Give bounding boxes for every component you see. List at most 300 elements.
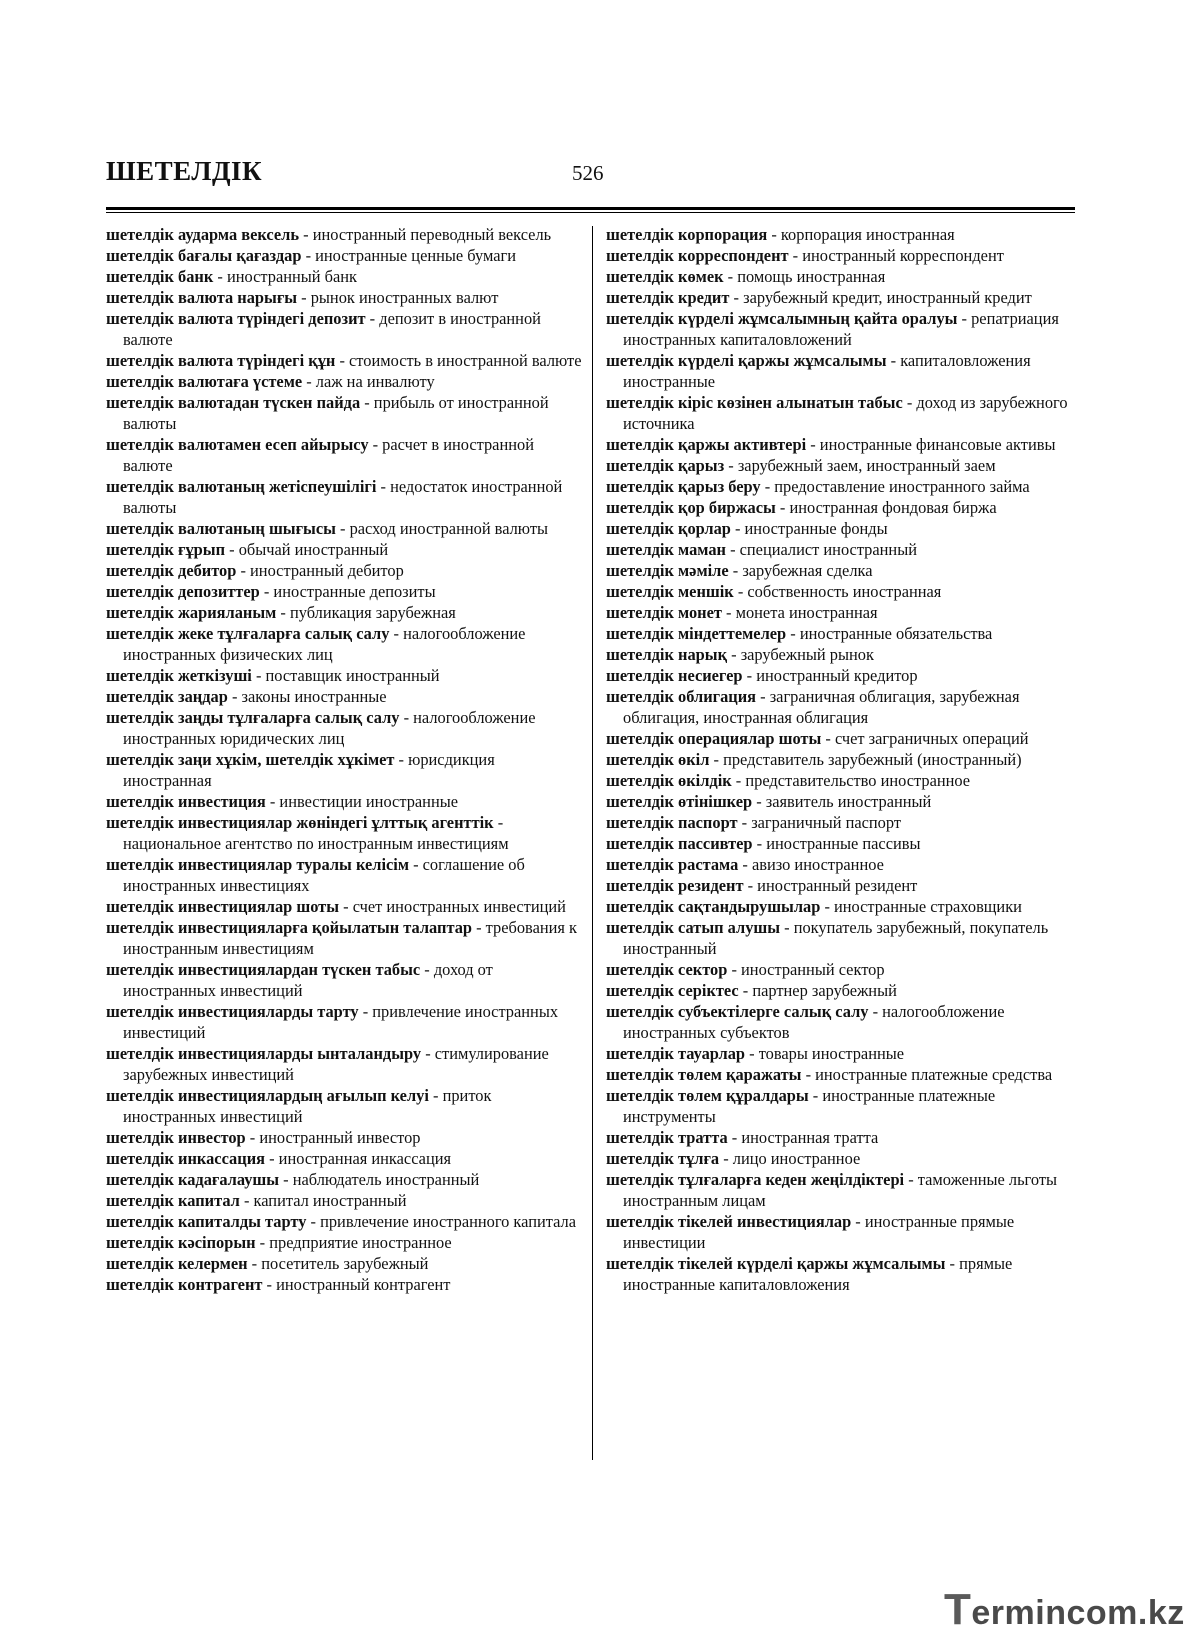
entry-definition: иностранный резидент [757,876,918,895]
dictionary-entry [106,1190,584,1211]
entry-separator: - [738,981,753,1000]
entry-term: шетелдік жарияланым [106,603,277,622]
entry-separator: - [886,351,901,370]
entry-separator: - [493,813,504,832]
dictionary-entry [606,350,1081,392]
entry-definition: расчет в иностранной валюте [123,435,534,475]
dictionary-entry [106,476,584,518]
left-column [106,224,584,1295]
entry-separator: - [368,435,383,454]
entry-term: шетелдік сатып алушы [606,918,781,937]
entry-definition: привлечение иностранных инвестиций [123,1002,559,1042]
entry-separator: - [247,1254,262,1273]
dictionary-entry [606,434,1081,455]
dictionary-entry [606,1085,1081,1127]
dictionary-entry [606,854,1081,875]
dictionary-entry [606,455,1081,476]
dictionary-entry [606,917,1081,959]
dictionary-entry [106,686,584,707]
entry-definition: заграничная облигация, зарубежная облигация, иностранная облигация [623,687,1020,727]
dictionary-entry [606,1211,1081,1253]
dictionary-entry [106,1148,584,1169]
dictionary-entry [606,1127,1081,1148]
entry-term: шетелдік кәсіпорын [106,1233,256,1252]
entry-definition: наблюдатель иностранный [292,1170,480,1189]
entry-separator: - [730,519,745,538]
entry-definition: посетитель зарубежный [261,1254,429,1273]
dictionary-entry [106,371,584,392]
dictionary-entry [606,812,1081,833]
entry-separator: - [756,687,770,706]
right-column [606,224,1081,1295]
entry-definition: стоимость в иностранной валюте [349,351,582,370]
entry-term: шетелдік паспорт [606,813,738,832]
entry-separator: - [299,225,313,244]
entry-separator: - [902,393,917,412]
entry-definition: иностранная фондовая биржа [789,498,997,517]
entry-term: шетелдік заңдар [106,687,228,706]
header-rule-thin [106,212,1075,213]
entry-term: шетелдік жеткізуші [106,666,252,685]
dictionary-entry [106,854,584,896]
dictionary-entry [106,1253,584,1274]
entry-term: шетелдік тікелей күрделі қаржы жұмсалымы [606,1254,946,1273]
dictionary-entry [106,308,584,350]
entry-separator: - [227,687,242,706]
entry-term: шетелдік қор биржасы [606,498,776,517]
dictionary-entry [106,959,584,1001]
watermark-rest: ermincom.kz [971,1594,1185,1632]
entry-term: шетелдік инкассация [106,1149,266,1168]
entry-definition: заграничный паспорт [751,813,901,832]
entry-definition: расход иностранной валюты [349,519,549,538]
entry-definition: иностранная тратта [741,1128,879,1147]
entry-separator: - [399,708,414,727]
entry-definition: обычай иностранный [238,540,389,559]
entry-separator: - [358,1002,373,1021]
entry-definition: товары иностранные [758,1044,905,1063]
dictionary-entry [606,1253,1081,1295]
entry-separator: - [472,918,486,937]
entry-separator: - [255,1233,270,1252]
dictionary-entry [106,665,584,686]
entry-definition: таможенные льготы иностранным лицам [623,1170,1058,1210]
dictionary-entry [606,476,1081,497]
dictionary-entry [606,1043,1081,1064]
entry-separator: - [957,309,972,328]
entry-definition: представительство иностранное [745,771,971,790]
entry-term: шетелдік облигация [606,687,757,706]
entry-separator: - [733,582,748,601]
entry-term: шетелдік пассивтер [606,834,753,853]
dictionary-entry [106,392,584,434]
entry-definition: репатриация иностранных капиталовложений [623,309,1059,349]
entry-definition: капитал иностранный [253,1191,407,1210]
entry-definition: иностранные ценные бумаги [315,246,517,265]
dictionary-entry [606,1001,1081,1043]
entry-term: шетелдік сектор [606,960,728,979]
entry-definition: иностранный банк [226,267,357,286]
entry-term: шетелдік мәміле [606,561,729,580]
entry-separator: - [801,1065,816,1084]
entry-term: шетелдік бағалы қағаздар [106,246,302,265]
entry-definition: представитель зарубежный (иностранный) [723,750,1022,769]
entry-term: шетелдік серіктес [606,981,739,1000]
entry-term: шетелдік монет [606,603,722,622]
dictionary-entry [106,896,584,917]
entry-term: шетелдік операциялар шоты [606,729,822,748]
entry-definition: авизо иностранное [751,855,884,874]
entry-separator: - [262,1275,277,1294]
entry-separator: - [808,1086,823,1105]
entry-separator: - [279,1170,293,1189]
entry-term: шетелдік төлем қаражаты [606,1065,802,1084]
dictionary-entry [106,434,584,476]
dictionary-entry [106,1232,584,1253]
dictionary-entry [106,581,584,602]
entry-separator: - [265,1149,279,1168]
dictionary-entry [606,1169,1081,1211]
dictionary-entry [606,1148,1081,1169]
entry-definition: соглашение об иностранных инвестициях [123,855,525,895]
entry-definition: зарубежный заем, иностранный заем [737,456,996,475]
dictionary-entry [606,224,1081,245]
entry-term: шетелдік валютаға үстеме [106,372,303,391]
entry-separator: - [904,1170,918,1189]
entry-definition: национальное агентство по иностранным инвестициям [123,834,509,853]
entry-separator: - [786,624,800,643]
dictionary-entry [106,518,584,539]
entry-separator: - [760,477,775,496]
dictionary-entry [606,959,1081,980]
entry-separator: - [752,792,766,811]
entry-separator: - [788,246,803,265]
dictionary-entry [606,896,1081,917]
entry-separator: - [245,1128,260,1147]
entry-term: шетелдік қорлар [606,519,731,538]
entry-term: шетелдік резидент [606,876,744,895]
entry-term: шетелдік валютаның жетіспеушілігі [106,477,377,496]
entry-term: шетелдік өтінішкер [606,792,753,811]
dictionary-entry [106,1274,584,1295]
entry-separator: - [820,897,835,916]
entry-definition: специалист иностранный [739,540,917,559]
entry-term: шетелдік тұлғаларға кеден жеңілдіктері [606,1170,905,1189]
entry-term: шетелдік инвестицияларды тарту [106,1002,359,1021]
dictionary-entry [106,1001,584,1043]
entry-definition: счет иностранных инвестиций [352,897,566,916]
entry-definition: иностранный сектор [741,960,885,979]
dictionary-entry [606,245,1081,266]
entry-definition: иностранные платежные инструменты [623,1086,996,1126]
dictionary-entry [106,266,584,287]
entry-term: шетелдік инвестор [106,1128,246,1147]
entry-definition: собственность иностранная [747,582,942,601]
entry-term: шетелдік корпорация [606,225,768,244]
entry-term: шетелдік несиегер [606,666,743,685]
entry-term: шетелдік келермен [106,1254,248,1273]
dictionary-entry [606,560,1081,581]
entry-separator: - [409,855,423,874]
entry-term: шетелдік меншік [606,582,734,601]
page-number: 526 [572,161,604,185]
entry-term: шетелдік күрделі қаржы жұмсалымы [606,351,887,370]
entry-separator: - [376,477,391,496]
entry-term: шетелдік банк [106,267,214,286]
entry-term: шетелдік валютамен есеп айырысу [106,435,369,454]
entry-term: шетелдік заңды тұлғаларға салық салу [106,708,400,727]
entry-separator: - [737,813,752,832]
entry-separator: - [265,792,280,811]
entry-separator: - [302,372,316,391]
entry-separator: - [868,1002,883,1021]
entry-separator: - [360,393,374,412]
entry-term: шетелдік кадағалаушы [106,1170,280,1189]
dictionary-entry [106,245,584,266]
entry-separator: - [767,225,781,244]
dictionary-entry [606,875,1081,896]
entry-separator: - [306,1212,321,1231]
dictionary-entry [606,665,1081,686]
dictionary-entry [606,770,1081,791]
dictionary-entry [606,308,1081,350]
entry-separator: - [725,540,740,559]
entry-definition: иностранный корреспондент [802,246,1004,265]
column-divider [592,226,593,1460]
entry-definition: налогообложение иностранных физических лиц [123,624,526,664]
entry-definition: рынок иностранных валют [310,288,499,307]
dictionary-entry [106,1127,584,1148]
header-rule-thick [106,207,1075,210]
entry-definition: стимулирование зарубежных инвестиций [123,1044,549,1084]
entry-separator: - [851,1212,865,1231]
entry-definition: помощь иностранная [737,267,886,286]
watermark-logo [944,1585,1185,1635]
entry-separator: - [743,876,758,895]
entry-term: шетелдік тікелей инвестициялар [606,1212,852,1231]
entry-separator: - [339,897,353,916]
entry-term: шетелдік жеке тұлғаларға салық салу [106,624,390,643]
entry-definition: лаж на инвалюту [315,372,435,391]
dictionary-entry [106,602,584,623]
entry-definition: депозит в иностранной валюте [123,309,541,349]
entry-separator: - [225,540,239,559]
entry-separator: - [780,918,794,937]
entry-separator: - [428,1086,443,1105]
dictionary-entry [106,224,584,245]
entry-separator: - [213,267,227,286]
entry-term: шетелдік корреспондент [606,246,789,265]
entry-term: шетелдік валюта түріндегі құн [106,351,336,370]
entry-separator: - [752,834,767,853]
entry-term: шетелдік инвестициялар туралы келісім [106,855,409,874]
entry-term: шетелдік валюта нарығы [106,288,298,307]
entry-definition: иностранные пассивы [766,834,921,853]
dictionary-entry [106,1211,584,1232]
dictionary-entry [106,917,584,959]
entry-definition: счет заграничных операций [834,729,1029,748]
entry-term: шетелдік валютадан түскен пайда [106,393,361,412]
entry-definition: партнер зарубежный [752,981,897,1000]
dictionary-entry [106,560,584,581]
watermark-first-letter: T [944,1585,972,1634]
entry-term: шетелдік қаржы активтері [606,435,807,454]
entry-definition: иностранные финансовые активы [819,435,1056,454]
entry-separator: - [335,519,350,538]
entry-definition: зарубежный рынок [740,645,874,664]
entry-term: шетелдік сақтандырушылар [606,897,821,916]
entry-term: шетелдік өкілдік [606,771,732,790]
entry-definition: иностранная инкассация [278,1149,452,1168]
page-title: ШЕТЕЛДІК [106,156,263,186]
entry-term: шетелдік депозиттер [106,582,260,601]
entry-term: шетелдік нарық [606,645,728,664]
entry-definition: лицо иностранное [732,1149,861,1168]
entry-definition: иностранный инвестор [259,1128,421,1147]
dictionary-entry [106,791,584,812]
dictionary-entry [606,392,1081,434]
entry-separator: - [259,582,274,601]
entry-term: шетелдік қарыз [606,456,725,475]
entry-separator: - [421,1044,435,1063]
entry-term: шетелдік ғұрып [106,540,226,559]
entry-term: шетелдік растама [606,855,739,874]
entry-definition: иностранные обязательства [799,624,993,643]
entry-term: шетелдік заңи хұкім, шетелдік хұкімет [106,750,395,769]
entry-separator: - [389,624,404,643]
entry-separator: - [821,729,835,748]
entry-definition: иностранный дебитор [250,561,404,580]
entry-term: шетелдік көмек [606,267,724,286]
dictionary-entry [106,1043,584,1085]
dictionary-entry [606,518,1081,539]
entry-term: шетелдік күрделі жұмсалымның қайта оралуы [606,309,958,328]
entry-separator: - [301,246,316,265]
entry-definition: иностранные фонды [744,519,888,538]
entry-definition: прибыль от иностранной валюты [123,393,549,433]
entry-term: шетелдік капитал [106,1191,240,1210]
entry-definition: иностранный кредитор [756,666,918,685]
entry-definition: иностранные депозиты [273,582,436,601]
entry-separator: - [239,1191,254,1210]
entry-definition: иностранный переводный вексель [312,225,552,244]
entry-term: шетелдік инвестициялар жөніндегі ұлттық агенттік [106,813,494,832]
dictionary-entry [606,602,1081,623]
entry-separator: - [276,603,290,622]
entry-separator: - [709,750,724,769]
entry-term: шетелдік инвестициялар шоты [106,897,340,916]
entry-term: шетелдік төлем құралдары [606,1086,809,1105]
entry-separator: - [297,288,311,307]
dictionary-entry [606,980,1081,1001]
entry-term: шетелдік аударма вексель [106,225,300,244]
entry-definition: иностранные прямые инвестиции [623,1212,1015,1252]
entry-term: шетелдік кіріс көзінен алынатын табыс [606,393,903,412]
entry-separator: - [721,603,736,622]
entry-separator: - [236,561,251,580]
entry-term: шетелдік инвестиция [106,792,266,811]
dictionary-entry [106,812,584,854]
dictionary-entry [606,644,1081,665]
entry-separator: - [731,771,746,790]
dictionary-entry [106,707,584,749]
entry-definition: покупатель зарубежный, покупатель иностранный [623,918,1049,958]
entry-separator: - [806,435,820,454]
entry-definition: публикация зарубежная [289,603,456,622]
entry-term: шетелдік субъектілерге салық салу [606,1002,869,1021]
entry-definition: недостаток иностранной валюты [123,477,563,517]
entry-term: шетелдік тауарлар [606,1044,746,1063]
entry-term: шетелдік міндеттемелер [606,624,787,643]
dictionary-entry [606,749,1081,770]
entry-term: шетелдік инвестициялардан түскен табыс [106,960,421,979]
entry-definition: иностранные страховщики [834,897,1022,916]
entry-definition: требования к иностранным инвестициям [123,918,577,958]
entry-separator: - [724,456,738,475]
dictionary-entry [606,833,1081,854]
entry-term: шетелдік контрагент [106,1275,263,1294]
entry-separator: - [775,498,790,517]
entry-definition: инвестиции иностранные [279,792,458,811]
entry-definition: налогообложение иностранных юридических лиц [123,708,536,748]
dictionary-entry [606,686,1081,728]
entry-definition: зарубежная сделка [742,561,873,580]
entry-definition: иностранные платежные средства [815,1065,1053,1084]
entry-definition: доход от иностранных инвестиций [123,960,493,1000]
entry-separator: - [738,855,752,874]
entry-separator: - [723,267,738,286]
dictionary-entry [106,1169,584,1190]
entry-definition: приток иностранных инвестиций [123,1086,492,1126]
entry-separator: - [945,1254,960,1273]
entry-term: шетелдік тратта [606,1128,728,1147]
entry-separator: - [719,1149,733,1168]
entry-definition: доход из зарубежного источника [623,393,1068,433]
entry-term: шетелдік инвестицияларға қойылатын талаптар [106,918,473,937]
entry-definition: монета иностранная [735,603,878,622]
entry-definition: юрисдикция иностранная [123,750,495,790]
entry-definition: иностранный контрагент [276,1275,451,1294]
dictionary-entry [606,581,1081,602]
entry-separator: - [727,960,742,979]
dictionary-entry [606,623,1081,644]
entry-term: шетелдік тұлға [606,1149,720,1168]
entry-definition: законы иностранные [241,687,387,706]
entry-term: шетелдік кредит [606,288,730,307]
dictionary-entry [606,539,1081,560]
entry-term: шетелдік өкіл [606,750,710,769]
dictionary-entry [106,350,584,371]
entry-separator: - [420,960,434,979]
entry-definition: зарубежный кредит, иностранный кредит [743,288,1032,307]
dictionary-entry [606,1064,1081,1085]
entry-separator: - [365,309,380,328]
entry-separator: - [394,750,409,769]
entry-term: шетелдік қарыз беру [606,477,761,496]
dictionary-entry [606,791,1081,812]
entry-definition: привлечение иностранного капитала [320,1212,576,1231]
entry-definition: прямые иностранные капиталовложения [623,1254,1013,1294]
entry-definition: корпорация иностранная [780,225,955,244]
entry-definition: налогообложение иностранных субъектов [623,1002,1005,1042]
entry-definition: заявитель иностранный [765,792,932,811]
entry-separator: - [251,666,266,685]
dictionary-entry [606,728,1081,749]
dictionary-entry [606,266,1081,287]
entry-term: шетелдік дебитор [106,561,237,580]
entry-separator: - [742,666,757,685]
dictionary-entry [106,749,584,791]
